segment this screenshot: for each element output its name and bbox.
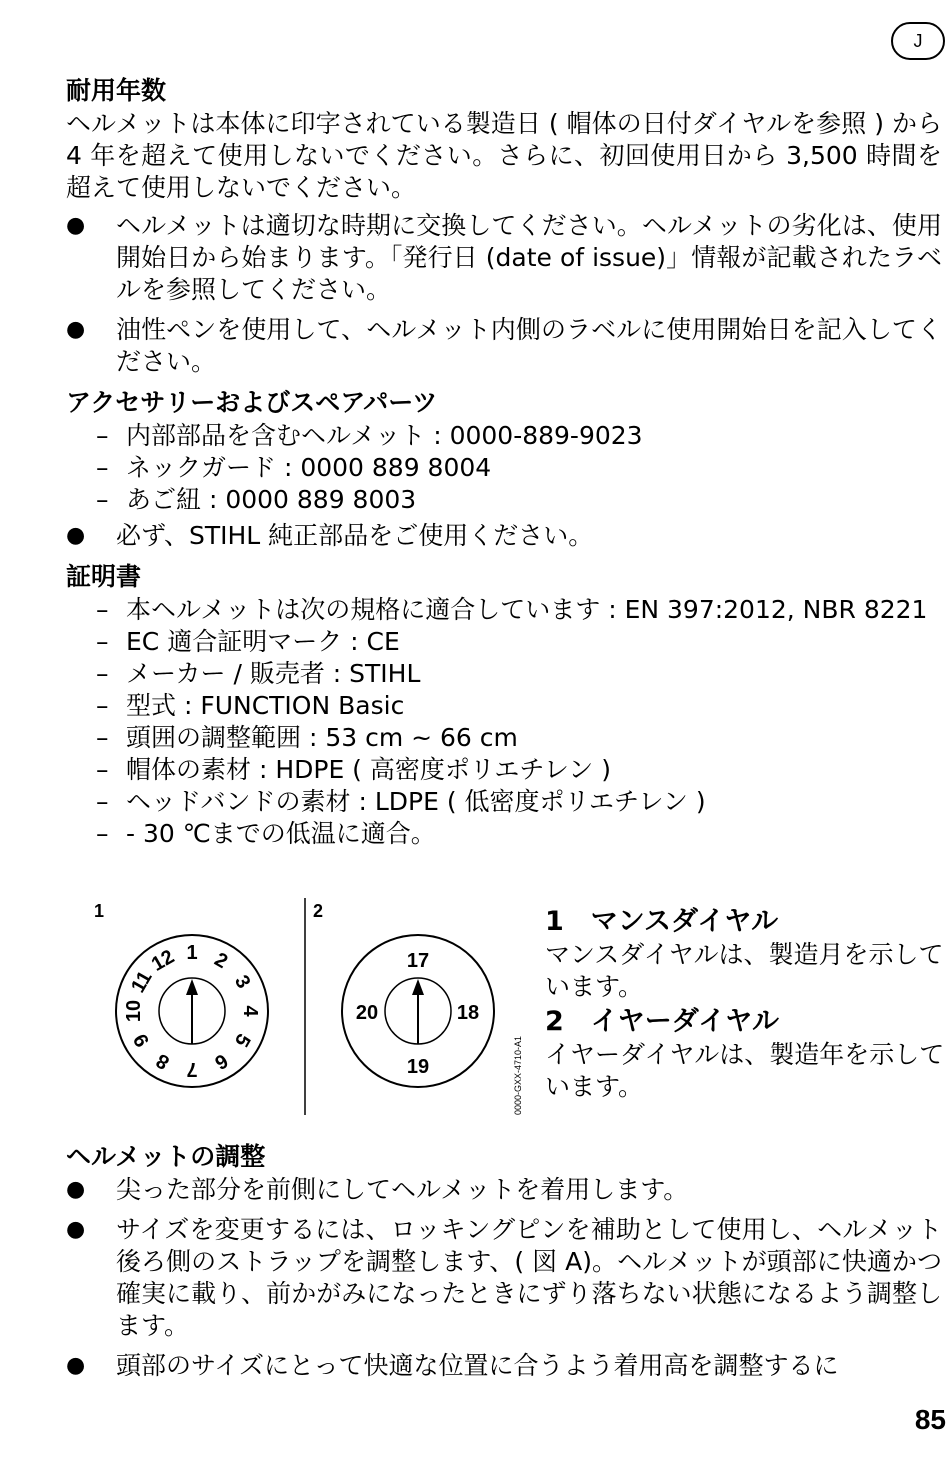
legend-title-month: 1 マンスダイヤル	[545, 906, 779, 937]
figure-legend	[545, 905, 945, 1103]
month-label-8: 8	[152, 1048, 174, 1074]
legend-text-year: イヤーダイヤルは、製造年を示しています。	[545, 1040, 945, 1101]
legend-title-year: 2 イヤーダイヤル	[545, 1006, 779, 1037]
month-label-11: 11	[126, 967, 157, 997]
section-heading-service-life: 耐用年数	[66, 76, 167, 105]
list-item: ● ヘルメットは適切な時期に交換してください。ヘルメットの劣化は、使用開始日から始まります。「発行日 (date of issue)」情報が記載されたラベルを参照してください。	[66, 210, 942, 306]
figure-label-1: 1	[94, 901, 105, 921]
month-label-2: 2	[210, 948, 232, 974]
year-label-18: 18	[456, 1002, 480, 1024]
language-badge: J	[891, 22, 945, 60]
list-item: – メーカー / 販売者 : STIHL	[66, 658, 942, 690]
list-item: – 頭囲の調整範囲 : 53 cm ~ 66 cm	[66, 722, 942, 754]
list-item: – 本ヘルメットは次の規格に適合しています : EN 397:2012, NBR 8221	[66, 594, 942, 626]
list-item: – ネックガード : 0000 889 8004	[66, 452, 942, 484]
section-heading-certificate: 証明書	[66, 562, 142, 591]
month-label-1: 1	[186, 942, 198, 964]
list-item: – 内部部品を含むヘルメット : 0000-889-9023	[66, 420, 942, 452]
month-label-5: 5	[229, 1029, 255, 1051]
list-item: ● 油性ペンを使用して、ヘルメット内側のラベルに使用開始日を記入してください。	[66, 314, 942, 378]
list-item: ● 尖った部分を前側にしてヘルメットを着用します。	[66, 1174, 942, 1206]
list-item: – ヘッドバンドの素材 : LDPE ( 低密度ポリエチレン )	[66, 786, 942, 818]
page-number: 85	[914, 1404, 946, 1435]
year-dial	[342, 935, 494, 1087]
figure-label-2: 2	[313, 901, 324, 921]
list-item: ● 必ず、STIHL 純正部品をご使用ください。	[66, 520, 942, 552]
list-item: ● サイズを変更するには、ロッキングピンを補助として使用し、ヘルメット後ろ側のストラップを調整します、( 図 A)。ヘルメットが頭部に快適かつ確実に載り、前かがみになったときにずり落ちない状態になるよう調整します。	[66, 1214, 942, 1342]
list-item: – 型式 : FUNCTION Basic	[66, 690, 942, 722]
month-dial	[116, 935, 268, 1087]
dial-illustration	[66, 893, 536, 1123]
year-label-20: 20	[355, 1002, 379, 1024]
month-label-3: 3	[229, 971, 255, 993]
date-dial-figure	[66, 893, 945, 1123]
month-label-6: 6	[210, 1048, 232, 1074]
month-label-7: 7	[186, 1058, 198, 1080]
list-item: – 帽体の素材 : HDPE ( 高密度ポリエチレン )	[66, 754, 942, 786]
service-life-paragraph: ヘルメットは本体に印字されている製造日 ( 帽体の日付ダイヤルを参照 ) から 4 年を超えて使用しないでください。さらに、初回使用日から 3,500 時間を超えて使用しないでください。	[66, 109, 942, 202]
legend-text-month: マンスダイヤルは、製造月を示しています。	[545, 940, 944, 1001]
figure-code: 0000-GXX-4710-A1	[513, 1035, 523, 1115]
year-label-17: 17	[406, 950, 430, 972]
month-label-12: 12	[147, 945, 179, 976]
section-heading-adjustment: ヘルメットの調整	[66, 1142, 266, 1171]
adjustment-section	[66, 1140, 942, 1390]
month-label-10: 10	[123, 999, 145, 1023]
list-item: – - 30 ℃までの低温に適合。	[66, 818, 942, 850]
month-label-9: 9	[129, 1029, 155, 1051]
list-item: – あご紐 : 0000 889 8003	[66, 484, 942, 516]
year-label-19: 19	[406, 1056, 430, 1078]
list-item: – EC 適合証明マーク : CE	[66, 626, 942, 658]
section-heading-accessories: アクセサリーおよびスペアパーツ	[66, 388, 438, 417]
list-item: ● 頭部のサイズにとって快適な位置に合うよう着用高を調整するに	[66, 1350, 942, 1382]
main-content	[66, 74, 942, 850]
month-label-4: 4	[239, 1005, 261, 1017]
